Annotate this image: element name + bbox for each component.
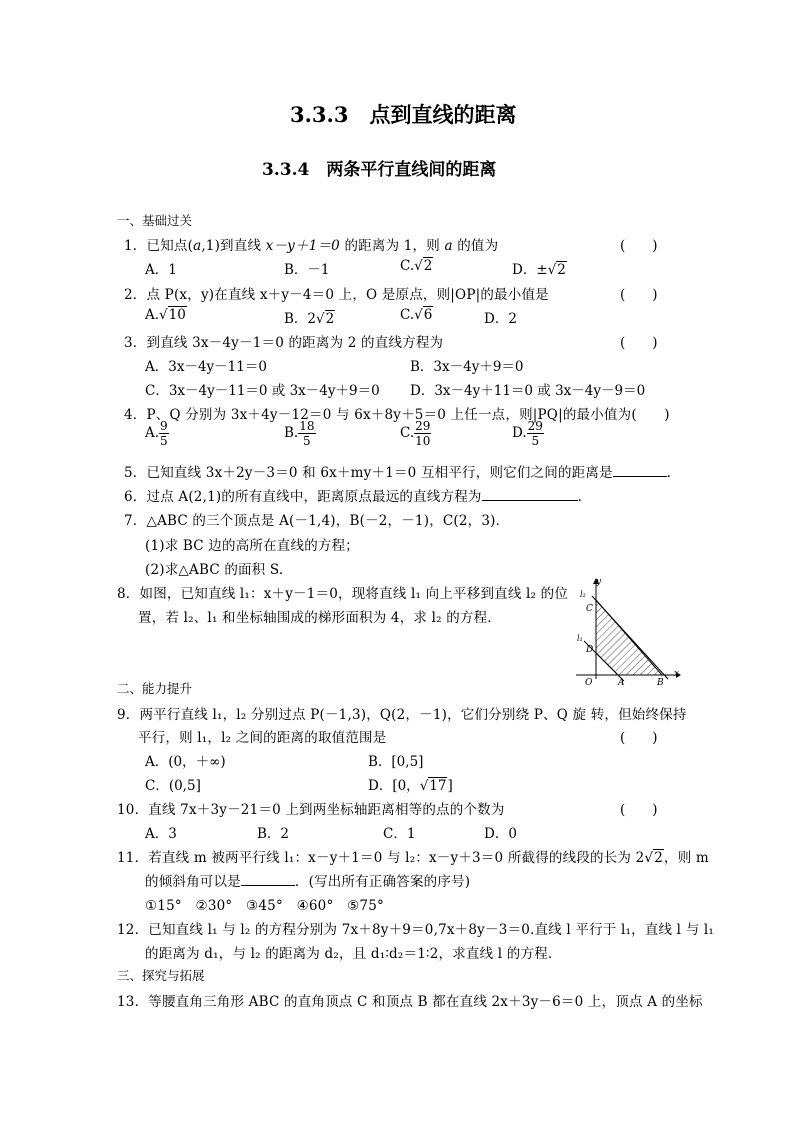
question-7-part-2: (2)求△ABC 的面积 S. — [145, 562, 284, 578]
question-4: 4．P、Q 分别为 3x＋4y－12＝0 与 6x＋8y＋5＝0 上任一点，则|PQ|的最小值为( ) — [124, 407, 670, 423]
answer-paren: ( ) — [620, 238, 658, 254]
question-8-line-2: 置，若 l₂、l₁ 和坐标轴围成的梯形面积为 4，求 l₂ 的方程． — [138, 610, 502, 626]
label-c: C — [586, 604, 593, 614]
question-9-line-2: 平行，则 l₁，l₂ 之间的距离的取值范围是 — [138, 730, 387, 746]
option-c: C．(0,5] — [145, 778, 201, 794]
label-l2: l₂ — [580, 590, 586, 599]
section-heading-explore: 三、探究与拓展 — [117, 968, 205, 983]
question-2: 2．点 P(x，y)在直线 x＋y－4＝0 上，O 是原点，则|OP|的最小值是 — [124, 287, 549, 303]
option-b: B．2 — [257, 826, 290, 842]
option-d: D．0 — [484, 826, 517, 842]
option-b: B. $\frac{18}{5}$ — [284, 419, 315, 448]
section-heading-basic: 一、基础过关 — [117, 213, 193, 228]
question-13: 13．等腰直角三角形 ABC 的直角顶点 C 和顶点 B 都在直线 2x＋3y－6＝0 上，顶点 A 的坐标 — [117, 994, 703, 1010]
answer-blank[interactable] — [241, 874, 295, 886]
option-a: A．3 — [145, 826, 177, 842]
label-l1: l₁ — [577, 634, 583, 643]
question-7: 7．△ABC 的三个顶点是 A(－1,4)，B(－2，－1)，C(2，3)． — [124, 513, 510, 529]
answer-blank[interactable] — [482, 489, 578, 501]
answer-paren: ( ) — [620, 287, 658, 303]
question-11-choices: ①15° ②30° ③45° ④60° ⑤75° — [145, 898, 384, 914]
question-1: 1．已知点(a,1)到直线 x－y＋1＝0 的距离为 1，则 a 的值为 — [124, 238, 499, 254]
trapezoid-figure — [570, 575, 685, 685]
question-11-line-2: 的倾斜角可以是 ．(写出所有正确答案的序号) — [145, 874, 471, 890]
question-10: 10．直线 7x＋3y－21＝0 上到两坐标轴距离相等的点的个数为 — [117, 802, 505, 818]
x-axis-label: x — [674, 669, 680, 679]
option-d: D．3x－4y＋11＝0 或 3x－4y－9＝0 — [410, 383, 646, 399]
option-b: B．－1 — [284, 262, 330, 278]
question-7-part-1: (1)求 BC 边的高所在直线的方程； — [145, 538, 360, 554]
option-c: C. $\frac{29}{10}$ — [400, 419, 431, 448]
option-a: A．(0，＋∞) — [145, 754, 226, 770]
section-heading-advanced: 二、能力提升 — [117, 681, 193, 696]
option-c: C．1 — [383, 826, 416, 842]
option-d: D. $\frac{29}{5}$ — [512, 419, 543, 448]
question-5: 5．已知直线 3x＋2y－3＝0 和 6x＋my＋1＝0 互相平行，则它们之间的距离是 ． — [124, 465, 681, 481]
page-subtitle: 3.3.4 两条平行直线间的距离 — [262, 160, 497, 180]
option-c: C.√2 — [400, 258, 433, 274]
option-a: A. $\frac{9}{5}$ — [145, 419, 168, 448]
option-d: D．[0，√17] — [368, 778, 453, 794]
option-d: D．2 — [484, 311, 517, 327]
option-b: B．[0,5] — [368, 754, 424, 770]
question-12-line-2: 的距离为 d₁，与 l₂ 的距离为 d₂，且 d₁∶d₂＝1∶2，求直线 l 的方程． — [145, 946, 562, 962]
option-a: A.√10 — [145, 307, 186, 323]
question-8: 8．如图，已知直线 l₁：x＋y－1＝0，现将直线 l₁ 向上平移到直线 l₂ 的位 — [117, 586, 569, 602]
option-b: B．2√2 — [284, 311, 335, 327]
question-6: 6．过点 A(2,1)的所有直线中，距离原点最远的直线方程为 ． — [124, 489, 592, 505]
answer-blank[interactable] — [613, 465, 667, 477]
answer-paren: ( ) — [620, 730, 658, 746]
label-b: B — [657, 678, 664, 685]
option-a: A．3x－4y－11＝0 — [145, 359, 267, 375]
answer-paren: ( ) — [620, 335, 658, 351]
option-d: D．±√2 — [512, 262, 566, 278]
option-c: C．3x－4y－11＝0 或 3x－4y＋9＝0 — [145, 383, 380, 399]
question-12: 12．已知直线 l₁ 与 l₂ 的方程分别为 7x＋8y＋9＝0,7x＋8y－3＝0.直线 l 平行于 l₁，直线 l 与 l₁ — [117, 922, 715, 938]
answer-paren: ( ) — [620, 802, 658, 818]
option-a: A．1 — [145, 262, 177, 278]
y-axis-label: y — [596, 577, 602, 587]
question-3: 3．到直线 3x－4y－1＝0 的距离为 2 的直线方程为 — [124, 335, 444, 351]
question-11: 11．若直线 m 被两平行线 l₁：x－y＋1＝0 与 l₂：x－y＋3＝0 所截得的线段的长为 2√2，则 m — [117, 850, 709, 866]
page-title: 3.3.3 点到直线的距离 — [290, 102, 517, 127]
label-a: A — [618, 678, 625, 685]
option-c: C.√6 — [400, 307, 433, 323]
question-9: 9．两平行直线 l₁，l₂ 分别过点 P(－1,3)，Q(2，－1)，它们分别绕 P、Q 旋 转，但始终保持 — [117, 707, 687, 723]
label-o: O — [585, 678, 593, 685]
option-b: B．3x－4y＋9＝0 — [410, 359, 524, 375]
label-d: D — [586, 645, 594, 655]
